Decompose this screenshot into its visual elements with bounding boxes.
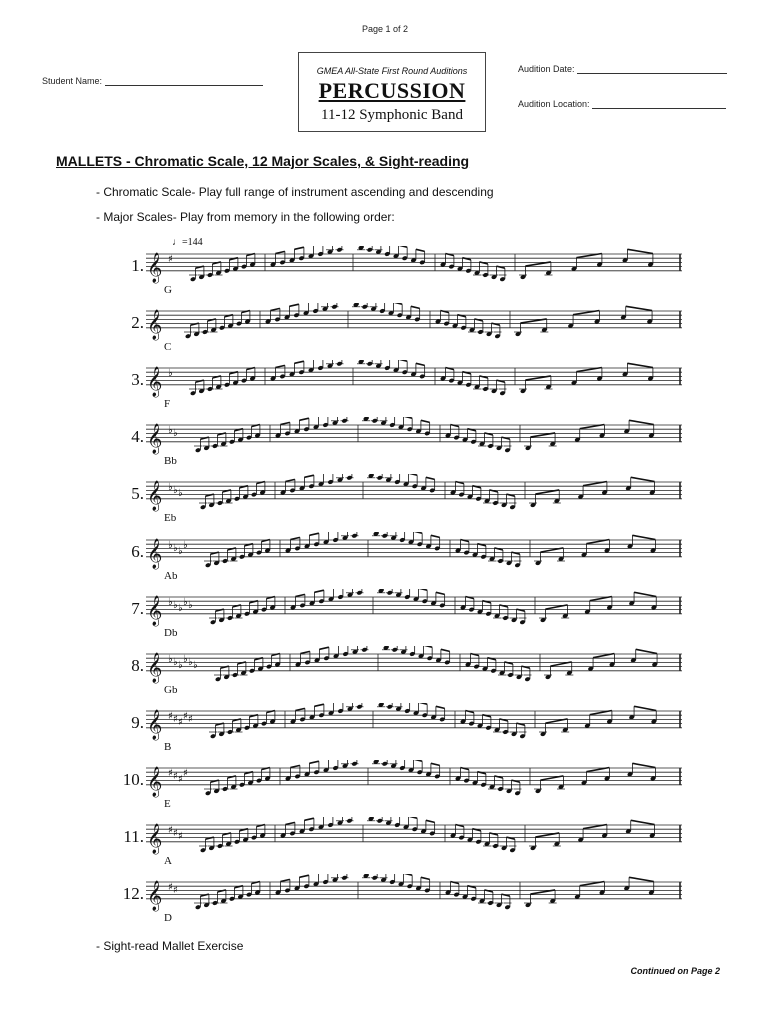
svg-text:♭: ♭ [183,653,188,665]
scale-number: 7. [131,598,144,618]
svg-text:♭: ♭ [168,482,173,494]
scale-number: 9. [131,712,144,732]
svg-text:𝄞: 𝄞 [147,366,163,397]
svg-text:♯: ♯ [173,885,178,897]
continued-note: Continued on Page 2 [630,966,720,976]
scale-key-label: E [164,797,171,810]
audition-date-label: Audition Date: [518,64,575,74]
scale-key-label: Db [164,626,178,639]
scale-number: 8. [131,655,144,675]
svg-text:𝄞: 𝄞 [147,880,163,911]
scale-number: 11. [123,827,144,846]
svg-text:♯: ♯ [168,768,173,780]
scale-row [110,817,690,873]
svg-text:♭: ♭ [173,428,178,440]
scale-row [110,303,690,359]
scale-number: 4. [131,427,144,447]
svg-text:♯: ♯ [178,773,183,785]
svg-text:♭: ♭ [173,542,178,554]
scale-staff [146,646,686,696]
scale-key-label: Ab [164,569,178,582]
scale-key-label: Gb [164,683,178,696]
svg-text:♯: ♯ [168,710,173,722]
section-title: MALLETS - Chromatic Scale, 12 Major Scales, & Sight-reading [56,153,470,169]
svg-text:𝄞: 𝄞 [147,766,163,797]
svg-text:♭: ♭ [183,596,188,608]
svg-text:♭: ♭ [168,425,173,437]
audition-location-label: Audition Location: [518,99,590,109]
audition-date-field [518,64,727,74]
svg-text:♭: ♭ [178,602,183,614]
band-name: 11-12 Symphonic Band [321,107,463,123]
scale-row [110,703,690,759]
scale-number: 5. [131,484,144,504]
student-name-field [42,76,263,86]
svg-text:♯: ♯ [168,825,173,837]
svg-text:♯: ♯ [168,254,173,266]
svg-text:♭: ♭ [168,653,173,665]
student-name-line [105,77,263,86]
svg-text:♯: ♯ [183,768,188,780]
scale-row [110,760,690,816]
scale-staff [146,360,686,410]
svg-text:♭: ♭ [178,659,183,671]
scale-row [110,532,690,588]
svg-text:♭: ♭ [193,659,198,671]
major-scales-instruction: - Major Scales- Play from memory in the following order: [96,210,395,224]
scale-key-label: A [164,855,172,867]
sight-read-instruction: - Sight-read Mallet Exercise [96,939,244,953]
scale-key-label: F [164,398,171,411]
audition-subtitle: GMEA All-State First Round Auditions [316,66,468,76]
scale-key-label: Eb [164,512,177,525]
scale-staff [146,417,686,467]
svg-text:♭: ♭ [173,599,178,611]
svg-text:♯: ♯ [178,716,183,728]
svg-text:♭: ♭ [178,488,183,500]
svg-text:♭: ♭ [168,368,173,380]
scale-staff [146,303,686,353]
svg-text:♯: ♯ [168,882,173,894]
audition-location-field [518,99,726,109]
chromatic-instruction: - Chromatic Scale- Play full range of instrument ascending and descending [96,185,494,199]
scale-key-label: G [164,284,172,296]
page-number: Page 1 of 2 [361,24,409,34]
scale-row [110,246,690,302]
scale-number: 10. [122,769,144,789]
svg-text:𝄞: 𝄞 [147,538,163,569]
svg-text:♭: ♭ [173,485,178,497]
svg-text:𝄞: 𝄞 [147,652,163,683]
svg-text:♭: ♭ [173,656,178,668]
scale-staff [146,474,686,524]
svg-text:♭: ♭ [168,596,173,608]
scale-number: 3. [131,370,144,390]
svg-text:♯: ♯ [183,710,188,722]
scale-key-label: B [164,740,172,753]
scale-staff [146,703,686,753]
svg-text:𝄞: 𝄞 [147,823,163,854]
scale-staff [146,589,686,639]
scale-row [110,874,690,930]
svg-text:♭: ♭ [183,539,188,551]
svg-text:𝄞: 𝄞 [147,481,163,512]
student-name-label: Student Name: [42,76,103,86]
scale-row [110,360,690,416]
scale-staff [146,246,686,296]
scale-staff [146,874,686,924]
svg-text:♯: ♯ [173,771,178,783]
tempo-marking: ♩=144 [172,237,203,248]
title-box [298,52,486,132]
svg-text:♭: ♭ [168,539,173,551]
scale-key-label: D [164,912,172,925]
svg-text:♯: ♯ [188,713,193,725]
svg-text:♯: ♯ [173,713,178,725]
scale-row [110,474,690,530]
svg-text:♭: ♭ [178,545,183,557]
scale-staff [146,817,686,867]
scale-staff [146,532,686,582]
scale-key-label: Bb [164,455,177,468]
svg-text:𝄞: 𝄞 [147,424,163,455]
svg-text:♭: ♭ [188,599,193,611]
svg-text:♯: ♯ [178,831,183,843]
scale-number: 1. [131,256,144,275]
svg-text:𝄞: 𝄞 [147,309,163,340]
scale-row [110,589,690,645]
svg-text:♭: ♭ [188,656,193,668]
svg-text:𝄞: 𝄞 [147,252,163,283]
scale-row [110,646,690,702]
svg-text:𝄞: 𝄞 [147,595,163,626]
scale-key-label: C [164,341,172,354]
svg-text:♯: ♯ [173,828,178,840]
scale-number: 2. [131,313,144,333]
audition-location-line [592,100,726,109]
scale-row [110,417,690,473]
scale-staff [146,760,686,810]
audition-date-line [577,65,727,74]
scale-number: 12. [122,884,144,904]
scale-number: 6. [131,541,144,561]
svg-text:𝄞: 𝄞 [147,709,163,740]
page-title: PERCUSSION [318,78,466,103]
